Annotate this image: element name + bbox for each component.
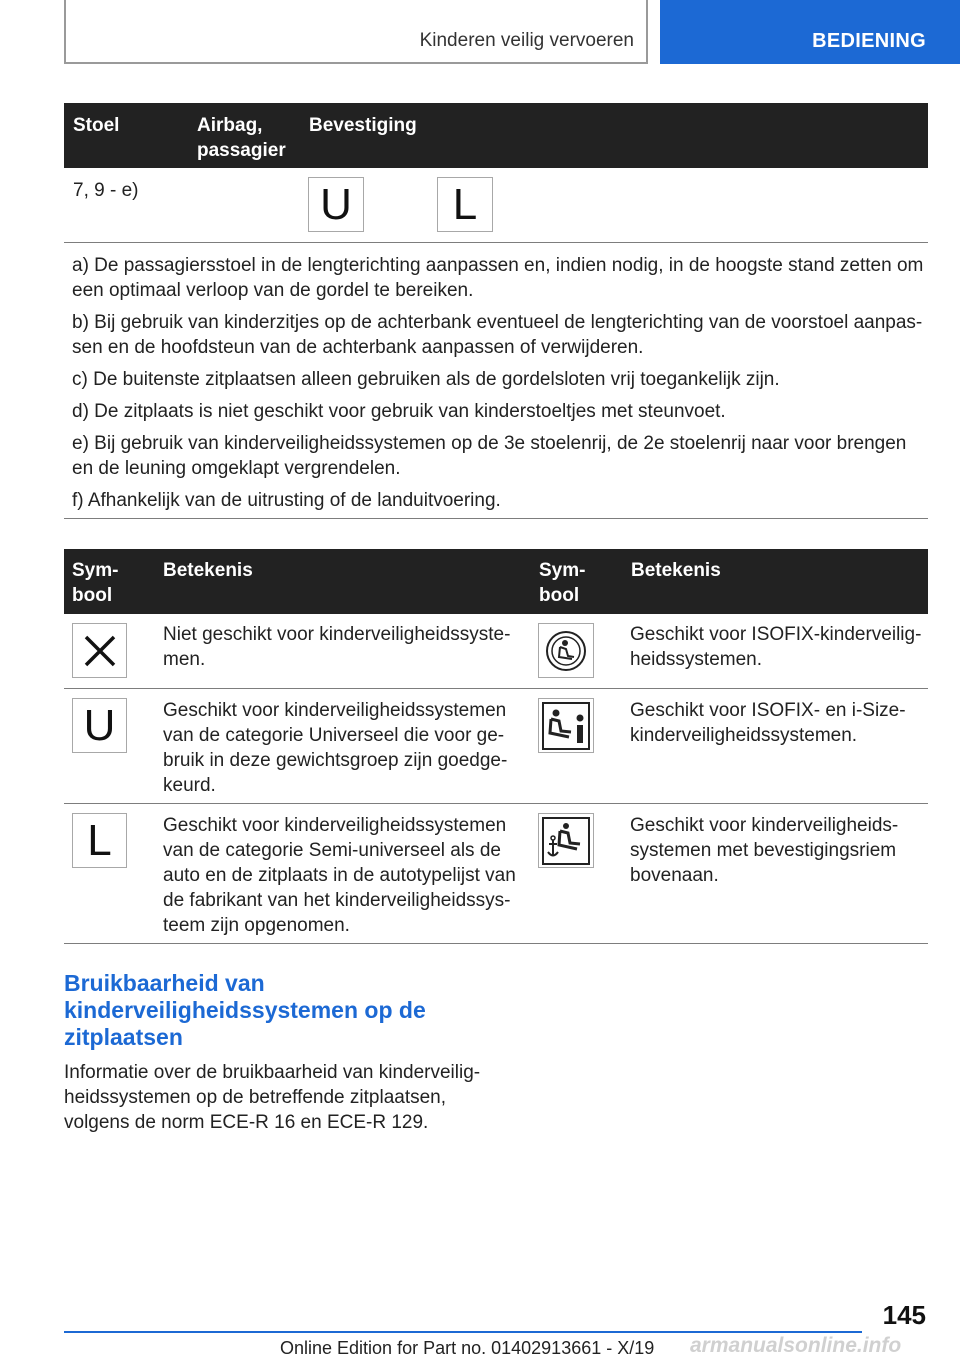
header-title-box <box>64 0 648 64</box>
header-section-label: BEDIENING <box>812 30 926 52</box>
note-b: b) Bij gebruik van kinderzitjes op de achterbank eventueel de lengterichting van de voorstoel aanpas-sen en de hoofdsteun van de achterbank aanpassen of verwijderen. <box>72 312 923 358</box>
cross-icon <box>72 623 127 678</box>
symbol-meaning: Geschikt voor ISOFIX- en i-Size- kinderveiligheidssystemen. <box>630 700 906 746</box>
semi-universal-l-letter: L <box>87 815 112 865</box>
divider <box>64 688 928 689</box>
symbol-col-header-2: Sym- bool <box>539 560 586 606</box>
seat-table-header <box>64 103 928 168</box>
symbol-meaning: Niet geschikt voor kinderveiligheidssyste- men. <box>163 624 511 670</box>
seat-cell: 7, 9 - e) <box>73 180 139 201</box>
divider <box>64 242 928 243</box>
section-heading: Bruikbaarheid van kinderveiligheidssystemen op de zitplaatsen <box>64 970 426 1050</box>
meaning-col-header: Betekenis <box>163 560 253 581</box>
divider <box>64 803 928 804</box>
universal-u-icon <box>72 698 127 753</box>
seat-col-header: Stoel <box>73 115 120 136</box>
note-a: a) De passagiersstoel in de lengterichting aanpassen en, indien nodig, in de hoogste stand zetten om een optimaal verloop van de gordel te bereiken. <box>72 255 924 301</box>
mounting-col-header: Bevestiging <box>309 115 417 136</box>
meaning-col-header-2: Betekenis <box>631 560 721 581</box>
page-number: 145 <box>882 1300 926 1330</box>
symbol-meaning: Geschikt voor kinderveiligheids- systemen met bevestigingsriem bovenaan. <box>630 815 899 886</box>
semi-universal-l-icon <box>72 813 127 868</box>
note-d: d) De zitplaats is niet geschikt voor gebruik van kinderstoeltjes met steunvoet. <box>72 401 726 422</box>
symbol-meaning: Geschikt voor kinderveiligheidssystemen van de categorie Semi-universeel als de auto en de zitplaats in de autotypelijst van de fabrikant van het kinderveiligheidssys- teem zijn opgenomen. <box>163 815 516 936</box>
semi-universal-l-letter: L <box>452 179 478 229</box>
header-title: Kinderen veilig vervoeren <box>419 30 634 51</box>
symbol-meaning: Geschikt voor kinderveiligheidssystemen van de categorie Universeel die voor ge- bruik in deze gewichtsgroep zijn goedge- keurd. <box>163 700 508 796</box>
note-c: c) De buitenste zitplaatsen alleen gebruiken als de gordelsloten vrij toegankelijk zijn. <box>72 369 780 390</box>
header-section-tab <box>660 0 960 64</box>
i-size-child-seat-icon <box>538 698 594 753</box>
universal-u-letter: U <box>320 179 352 229</box>
watermark: armanualsonline.info <box>690 1334 902 1357</box>
symbol-meaning: Geschikt voor ISOFIX-kinderveilig- heidssystemen. <box>630 624 922 670</box>
airbag-col-header: Airbag, passagier <box>197 115 286 161</box>
universal-u-icon <box>308 177 364 232</box>
universal-u-letter: U <box>83 700 116 750</box>
symbol-col-header: Sym- bool <box>72 560 119 606</box>
semi-universal-l-icon <box>437 177 493 232</box>
top-tether-anchor-icon <box>538 813 594 868</box>
symbol-table-header <box>64 549 928 614</box>
isofix-child-seat-icon <box>538 623 594 678</box>
divider <box>64 518 928 519</box>
divider <box>64 943 928 944</box>
footer-divider <box>64 1331 862 1333</box>
section-body: Informatie over de bruikbaarheid van kinderveilig- heidssystemen op de betreffende zitplaatsen, volgens de norm ECE-R 16 en ECE-R 129. <box>64 1062 481 1133</box>
note-e: e) Bij gebruik van kinderveiligheidssystemen op de 3e stoelenrij, de 2e stoelenrij naar voor brengen en de leuning omgeklapt vergrendelen. <box>72 433 907 479</box>
note-f: f) Afhankelijk van de uitrusting of de landuitvoering. <box>72 490 501 511</box>
footer-edition: Online Edition for Part no. 01402913661 - X/19 <box>280 1338 655 1358</box>
